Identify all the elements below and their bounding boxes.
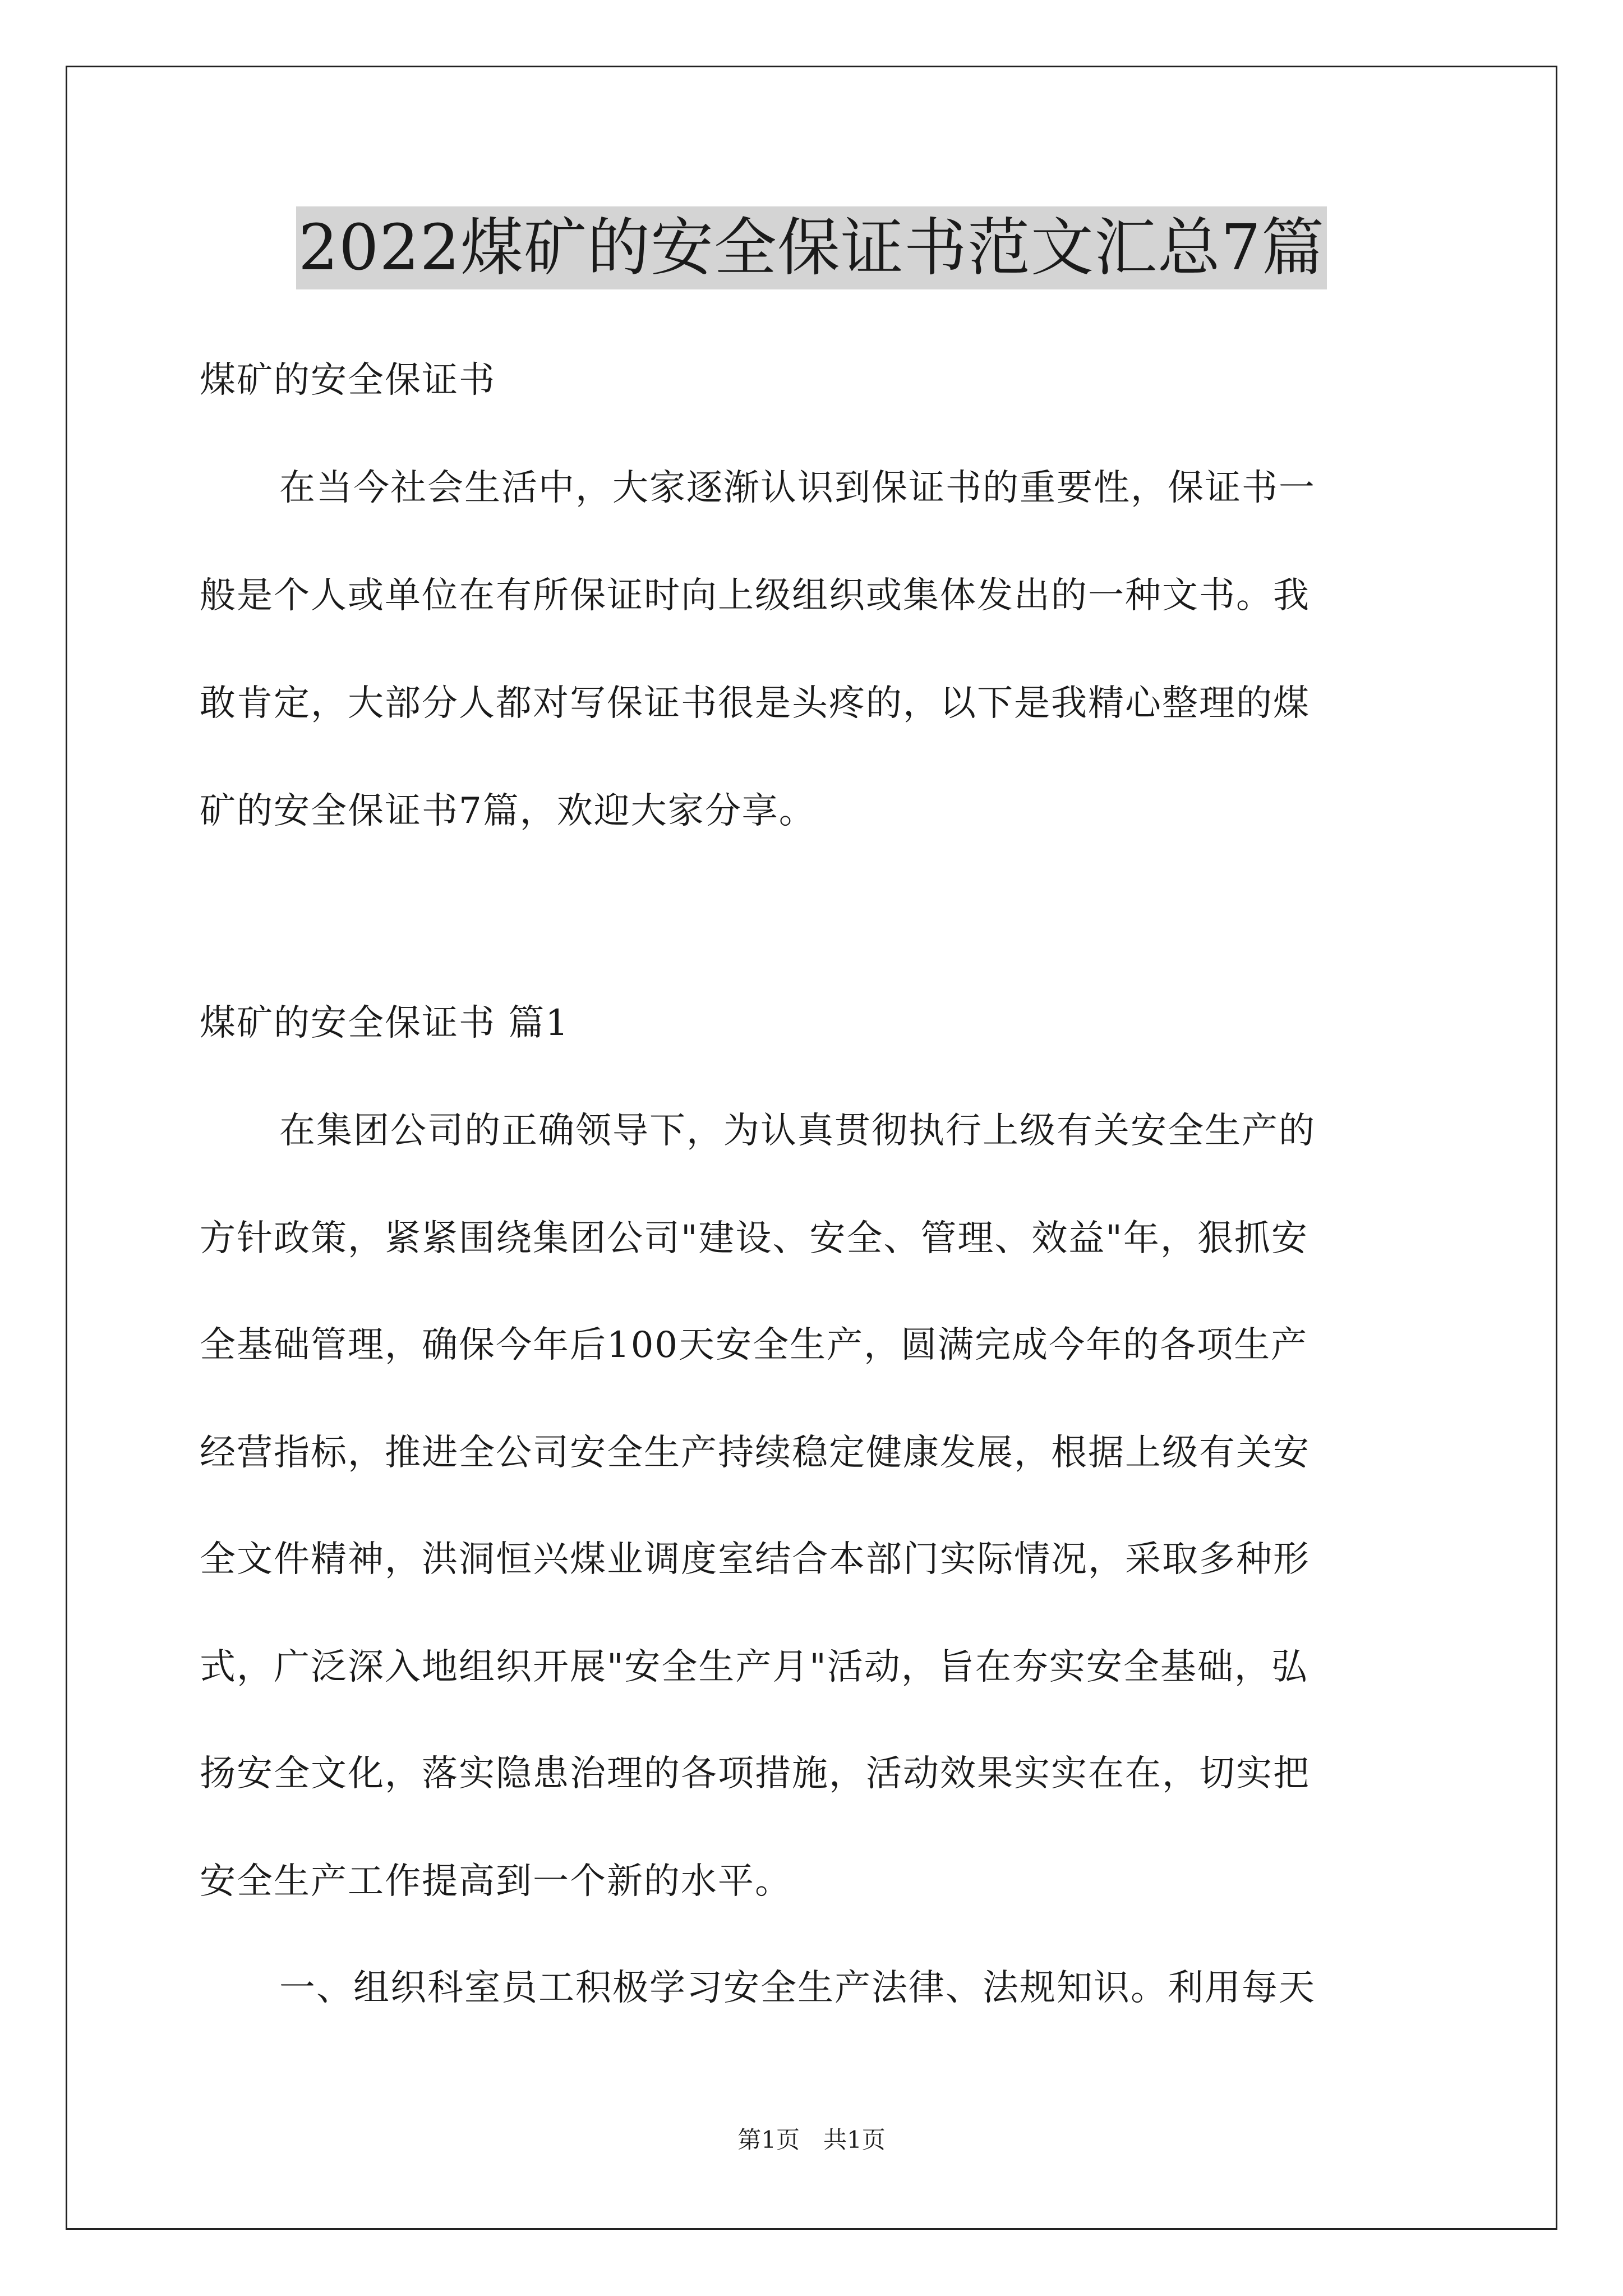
chapter-heading: 煤矿的安全保证书 篇1 — [200, 1002, 570, 1044]
intro-line: 敢肯定，大部分人都对写保证书很是头疼的，以下是我精心整理的煤 — [200, 683, 1310, 724]
document-title — [0, 206, 1623, 289]
page-footer: 第1页 共1页 — [737, 2126, 886, 2154]
body-line: 方针政策，紧紧围绕集团公司"建设、安全、管理、效益"年，狠抓安 — [200, 1218, 1308, 1259]
intro-line: 矿的安全保证书7篇，欢迎大家分享。 — [200, 790, 816, 832]
body-line: 全基础管理，确保今年后100天安全生产，圆满完成今年的各项生产 — [200, 1324, 1308, 1366]
document-title-text: 2022煤矿的安全保证书范文汇总7篇 — [296, 206, 1327, 289]
intro-line: 般是个人或单位在有所保证时向上级组织或集体发出的一种文书。我 — [200, 575, 1310, 616]
body-line: 经营指标，推进全公司安全生产持续稳定健康发展，根据上级有关安 — [200, 1432, 1310, 1474]
intro-line: 在当今社会生活中，大家逐渐认识到保证书的重要性，保证书一 — [279, 467, 1316, 509]
body-line: 式，广泛深入地组织开展"安全生产月"活动，旨在夯实安全基础，弘 — [200, 1646, 1308, 1688]
list-item-line: 一、组织科室员工积极学习安全生产法律、法规知识。利用每天 — [279, 1967, 1316, 2009]
section-heading: 煤矿的安全保证书 — [200, 360, 496, 401]
body-line: 全文件精神，洪洞恒兴煤业调度室结合本部门实际情况，采取多种形 — [200, 1539, 1310, 1580]
body-line: 安全生产工作提高到一个新的水平。 — [200, 1861, 792, 1902]
body-line: 扬安全文化，落实隐患治理的各项措施，活动效果实实在在，切实把 — [200, 1753, 1310, 1795]
body-line: 在集团公司的正确领导下，为认真贯彻执行上级有关安全生产的 — [279, 1110, 1316, 1152]
